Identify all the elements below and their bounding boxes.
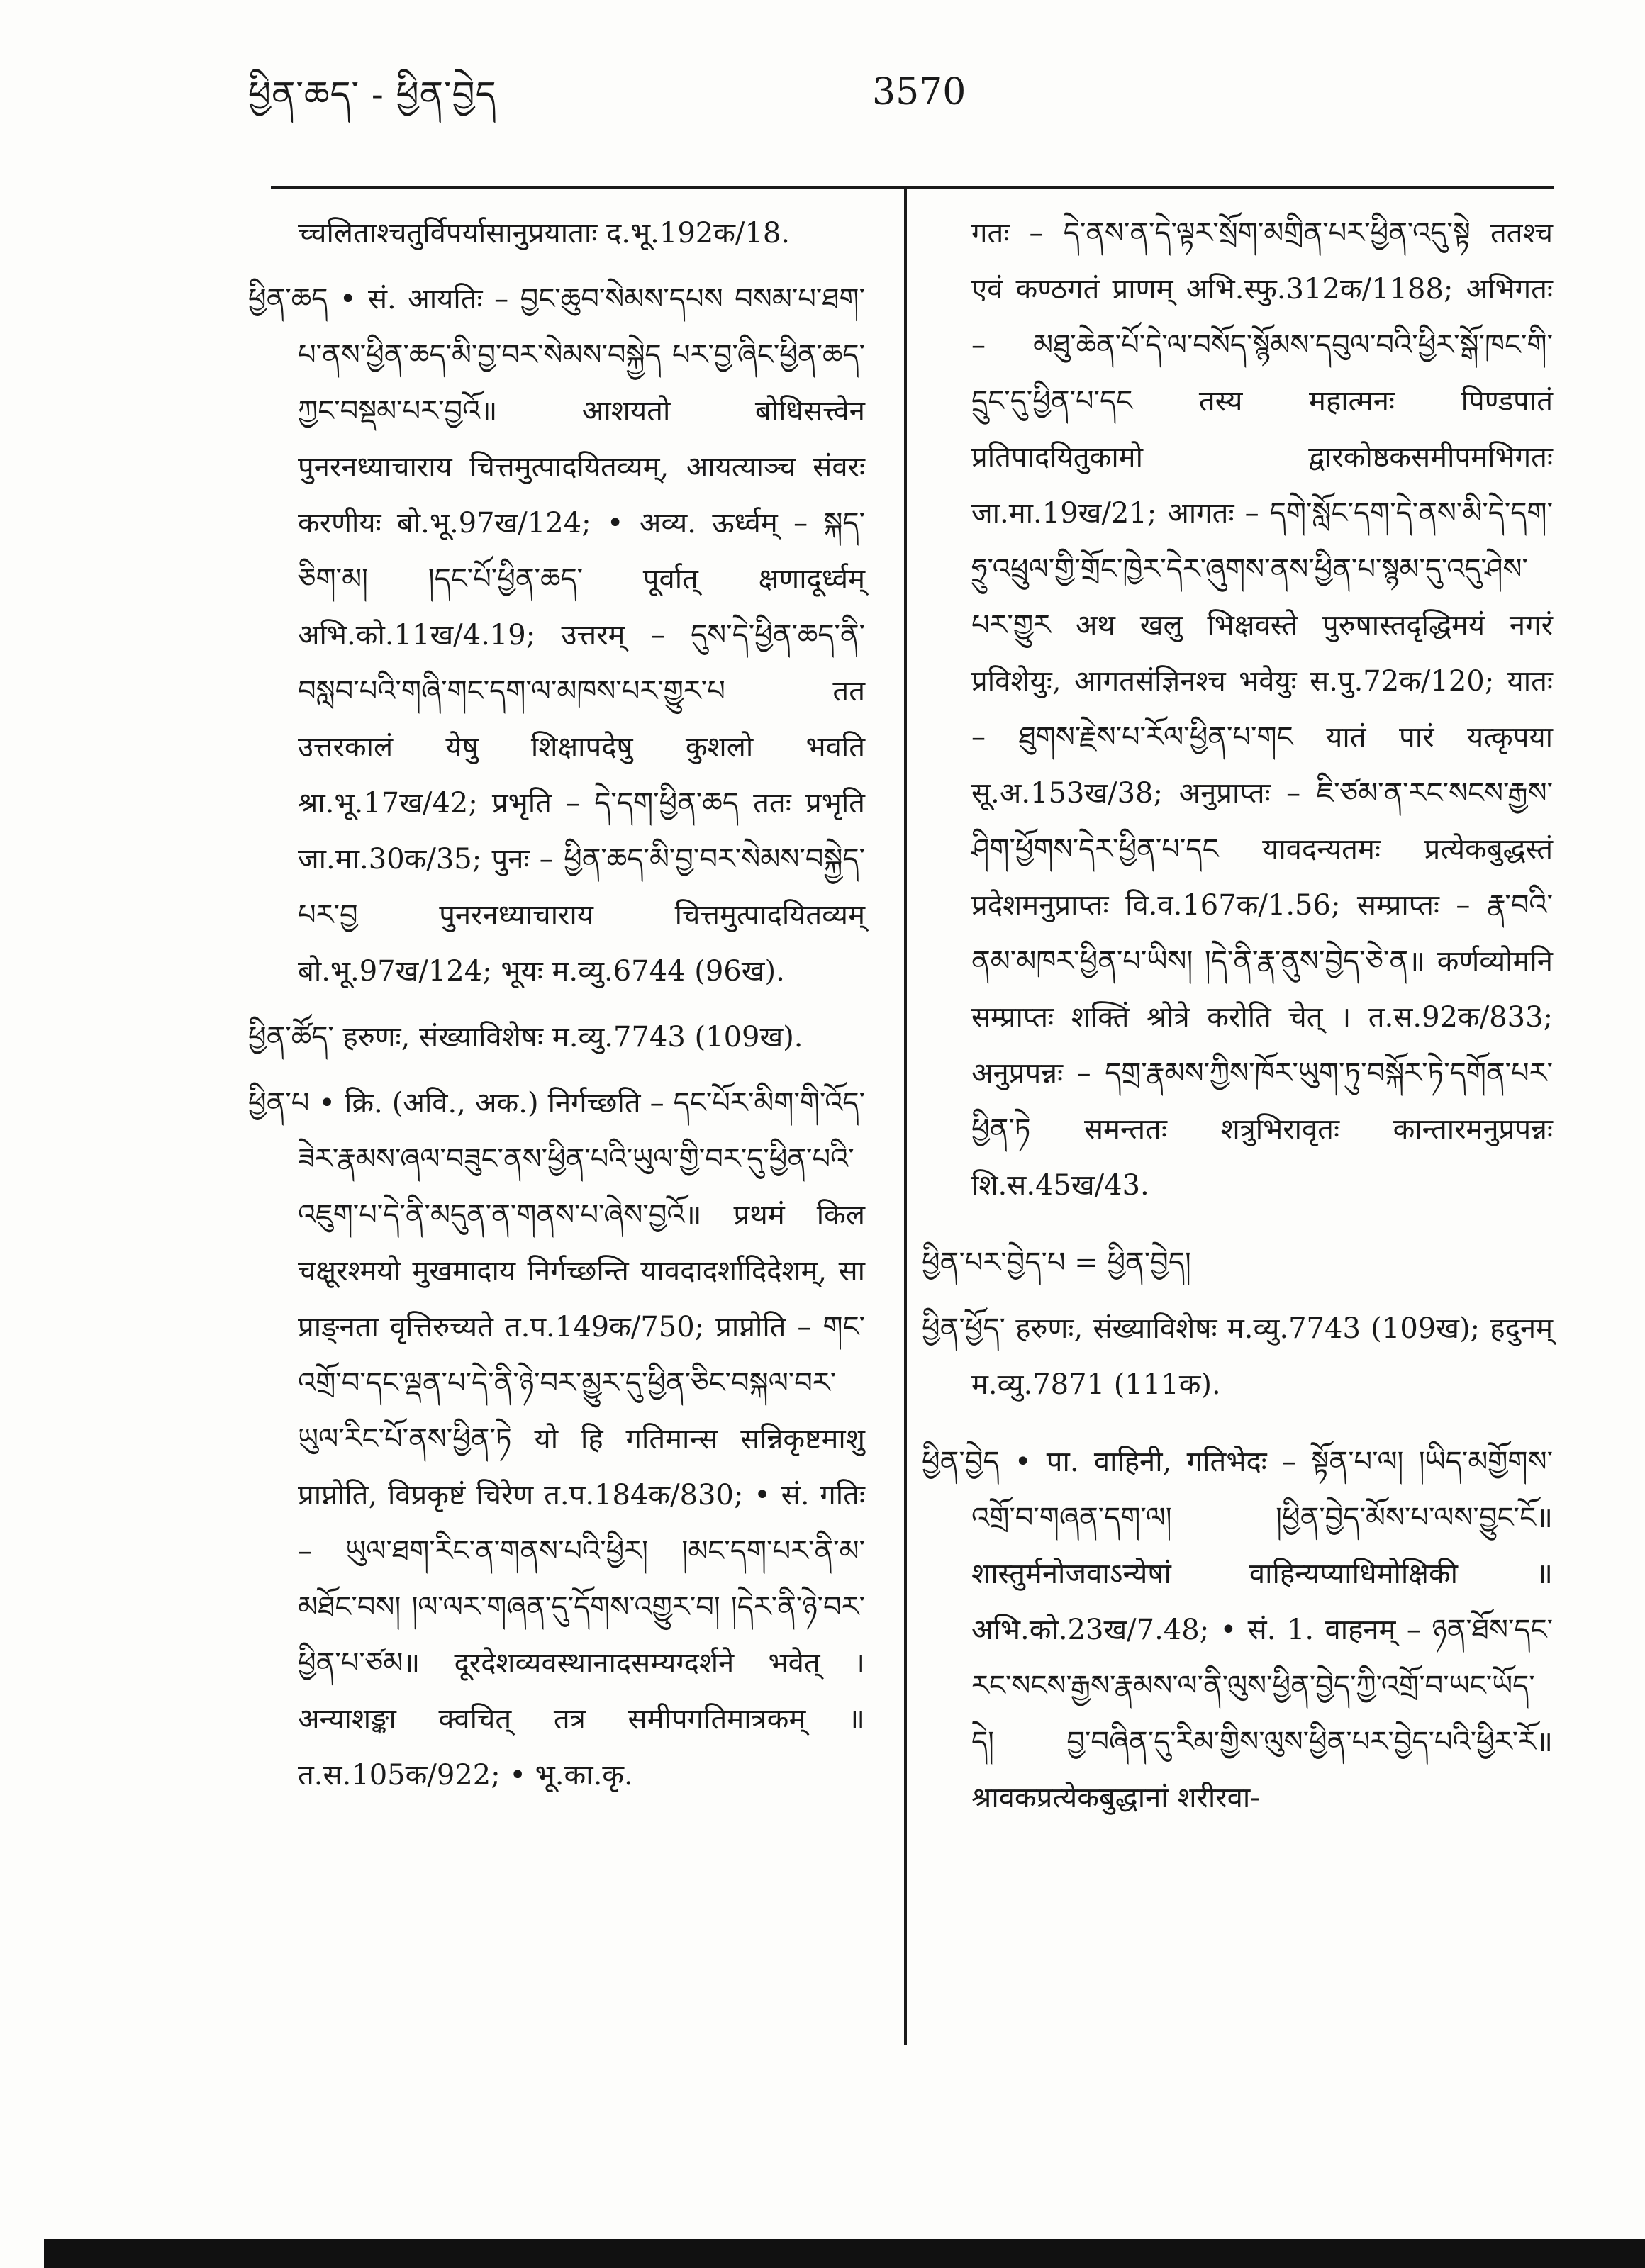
entry-phyin-par-byed-pa: ཕྱིན་པར་བྱེད་པ = ཕྱིན་བྱེད། xyxy=(922,1246,1191,1279)
entry-continuation-right: गतः – དེ་ནས་ན་དེ་ལྟར་སྲོག་མགྲིན་པར་ཕྱིན་འདུ་སྟེ ततश्च एवं कण्ठगतं प्राणम् अभि.स्फु.312क/1188; अभिगतः – མཐུ་ཆེན་པོ་དེ་ལ་བསོད་སྙོམས་དབུལ་བའི་ཕྱིར་སྒོ་ཁང་གི་དྲུང་དུ་ཕྱིན་པ་དང तस्य महात्मनः पिण्डपातं प्रतिपादयितुकामो द्वारकोष्ठकसमीपमभिगतः जा.मा.19ख/21; आगतः – དགེ་སློང་དག་དེ་ནས་མི་དེ་དག་ཧྲུ་འཕྲུལ་གྱི་གྲོང་ཁྱེར་དེར་ཞུགས་ནས་ཕྱིན་པ་སྙམ་དུ་འདུ་ཤེས་པར་གྱུར अथ खलु भिक्षवस्ते पुरुषास्तदृद्धिमयं नगरं प्रविशेयुः, आगतसंज्ञिनश्च भवेयुः स.पु.72क/120; यातः – ཐུགས་རྗེས་པ་རོལ་ཕྱིན་པ་གང यातं पारं यत्कृपया सू.अ.153ख/38; अनुप्राप्तः – ཇི་ཙམ་ན་རང་སངས་རྒྱས་ཤིག་ཕྱོགས་དེར་ཕྱིན་པ་དང यावदन्यतमः प्रत्येकबुद्धस्तं प्रदेशमनुप्राप्तः वि.व.167क/1.56; सम्प्राप्तः – རྣ་བའི་ནམ་མཁར་ཕྱིན་པ་ཡིས། །དེ་ནི་རྣ་ནུས་བྱེད་ཅེ་ན॥ कर्णव्योमनि सम्प्राप्तः शक्तिं श्रोत्रे करोति चेत् । त.स.92क/833; अनुप्रपन्नः – དགྲ་རྣམས་ཀྱིས་ཁོར་ཡུག་ཏུ་བསྐོར་ཏེ་དགོན་པར་ཕྱིན་ཏེ समन्ततः शत्रुभिरावृतः कान्तारमनुप्रपन्नः शि.स.45ख/43. xyxy=(971,217,1553,1202)
header-rule xyxy=(271,186,1554,189)
left-column xyxy=(248,206,865,1814)
right-column xyxy=(922,206,1553,1836)
scan-edge-bar xyxy=(44,2239,1645,2268)
column-divider xyxy=(904,187,907,2045)
running-header: ཕྱིན་ཆད་ - ཕྱིན་བྱེད xyxy=(248,74,497,115)
entry-phyin-chad: ཕྱིན་ཆད • सं. आयतिः – བྱང་ཆུབ་སེམས་དཔས བསམ་པ་ཐག་པ་ནས་ཕྱིན་ཆད་མི་བྱ་བར་སེམས་བསྐྱེད པར་བྱ་ཞིང་ཕྱིན་ཆད་ཀྱང་བསྡམ་པར་བྱའོ॥ आशयतो बोधिसत्त्वेन पुनरनध्याचाराय चित्तमुत्पादयितव्यम्, आयत्याञ्च संवरः करणीयः बो.भू.97ख/124; • अव्य. ऊर्ध्वम् – སྐད་ཅིག་མ། །དང་པོ་ཕྱིན་ཆད་ पूर्वात् क्षणादूर्ध्वम् अभि.को.11ख/4.19; उत्तरम् – དུས་དེ་ཕྱིན་ཆད་ནི་བསླབ་པའི་གཞི་གང་དག་ལ་མཁས་པར་གྱུར་པ तत उत्तरकालं येषु शिक्षापदेषु कुशलो भवति श्रा.भू.17ख/42; प्रभृति – དེ་དག་ཕྱིན་ཆད ततः प्रभृति जा.मा.30क/35; पुनः – ཕྱིན་ཆད་མི་བྱ་བར་སེམས་བསྐྱེད་པར་བྱ पुनरनध्याचाराय चित्तमुत्पादयितव्यम् बो.भू.97ख/124; भूयः म.व्यु.6744 (96ख). xyxy=(248,283,865,988)
page-number: 3570 xyxy=(872,71,966,113)
entry-continuation: च्चलिताश्चतुर्विपर्यासानुप्रयाताः द.भू.192क/18. xyxy=(298,217,791,250)
entry-phyin-byed: ཕྱིན་བྱེད • पा. वाहिनी, गतिभेदः – སྟོན་པ་ལ། །ཡིད་མགྱོགས་འགྲོ་བ་གཞན་དག་ལ། །ཕྱིན་བྱེད་མོས་པ་ལས་བྱུང་ངོ॥ शास्तुर्मनोजवाऽन्येषां वाहिन्यप्याधिमोक्षिकी ॥ अभि.को.23ख/7.48; • सं. 1. वाहनम् – ཉན་ཐོས་དང་རང་སངས་རྒྱས་རྣམས་ལ་ནི་ལུས་ཕྱིན་བྱེད་ཀྱི་འགྲོ་བ་ཡང་ཡོད་དེ། བྱ་བཞིན་དུ་རིམ་གྱིས་ལུས་ཕྱིན་པར་བྱེད་པའི་ཕྱིར་རོ॥ श्रावकप्रत्येकबुद्धानां शरीरवा- xyxy=(922,1446,1553,1814)
entry-phyin-phyod: ཕྱིན་ཕྱོད་ हरुणः, संख्याविशेषः म.व्यु.7743 (109ख); हदुनम् म.व्यु.7871 (111क). xyxy=(922,1312,1553,1401)
entry-phyin-pa: ཕྱིན་པ • क्रि. (अवि., अक.) निर्गच्छति – དང་པོར་མིག་གི་འོད་ཟེར་རྣམས་ཞལ་བཟུང་ནས་ཕྱིན་པའི་ཡུལ་གྱི་བར་དུ་ཕྱིན་པའི་འཇུག་པ་དེ་ནི་མདུན་ན་གནས་པ་ཞེས་བྱའོ॥ प्रथमं किल चक्षूरश्मयो मुखमादाय निर्गच्छन्ति यावदादर्शादिदेशम्, सा प्राङ्नता वृत्तिरुच्यते त.प.149क/750; प्राप्नोति – གང་འགྲོ་བ་དང་ལྡན་པ་དེ་ནི་ཉེ་བར་མྱུར་དུ་ཕྱིན་ཅིང་བསྐལ་བར་ཡུལ་རིང་པོ་ནས་ཕྱིན་ཏེ यो हि गतिमान्स सन्निकृष्टमाशु प्राप्नोति, विप्रकृष्टं चिरेण त.प.184क/830; • सं. गतिः – ཡུལ་ཐག་རིང་ན་གནས་པའི་ཕྱིར། །མང་དག་པར་ནི་མ་མཐོང་བས། །ལ་ལར་གཞན་དུ་དོགས་འགྱུར་བ། །དེར་ནི་ཉེ་བར་ཕྱིན་པ་ཙམ॥ दूरदेशव्यवस्थानादसम्यग्दर्शने भवेत् । अन्याशङ्का क्वचित् तत्र समीपगतिमात्रकम् ॥ त.स.105क/922; • भू.का.कृ. xyxy=(248,1087,865,1792)
entry-phyin-tshod: ཕྱིན་ཚོད་ हरुणः, संख्याविशेषः म.व्यु.7743 (109ख). xyxy=(248,1021,803,1054)
